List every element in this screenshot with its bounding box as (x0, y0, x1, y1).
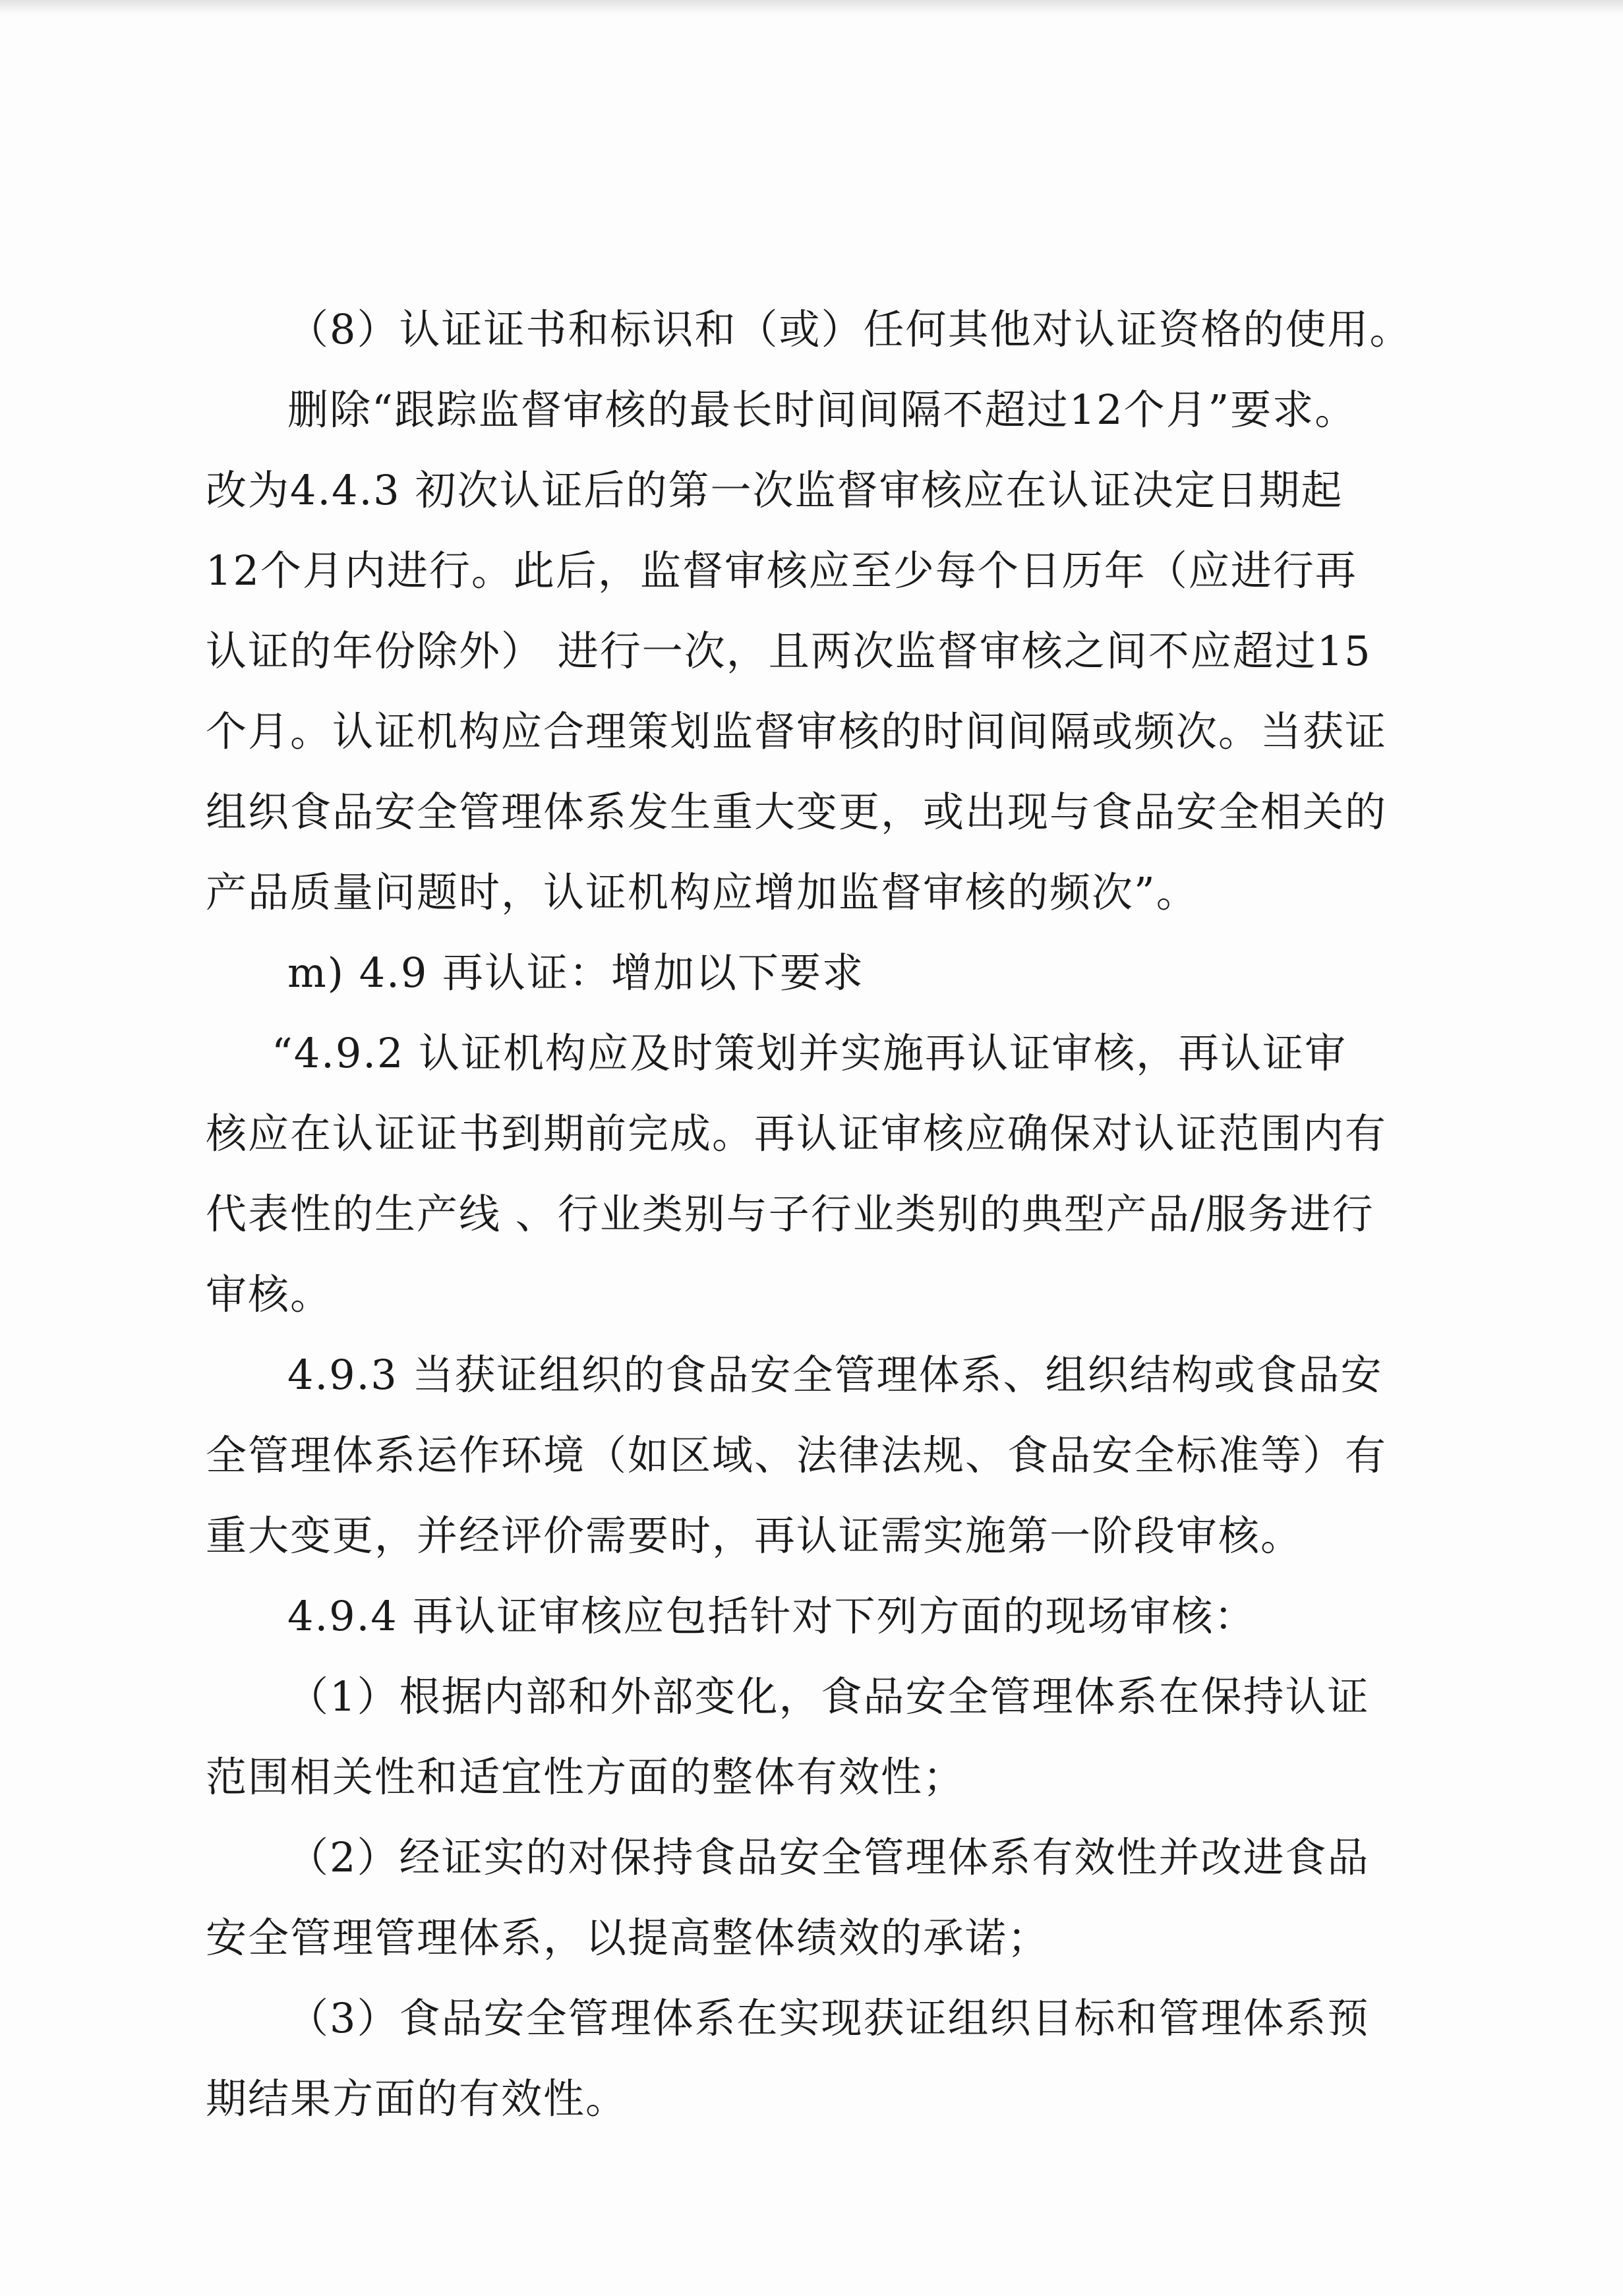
paragraph-line-6: 个月。认证机构应合理策划监督审核的时间间隔或频次。当获证 (206, 707, 1388, 755)
list-item-3-line-1: （3）食品安全管理体系在实现获证组织目标和管理体系预 (287, 1994, 1370, 2042)
paragraph-line-13: 审核。 (206, 1270, 333, 1318)
paragraph-line-16: 重大变更，并经评价需要时，再认证需实施第一阶段审核。 (206, 1512, 1303, 1560)
paragraph-line-15: 全管理体系运作环境（如区域、法律法规、食品安全标准等）有 (206, 1431, 1388, 1479)
section-heading-4-9: m) 4.9 再认证：增加以下要求 (287, 949, 864, 997)
paragraph-line-3: 改为4.4.3 初次认证后的第一次监督审核应在认证决定日期起 (206, 466, 1343, 514)
paragraph-line-17: 4.9.4 再认证审核应包括针对下列方面的现场审核： (287, 1592, 1256, 1640)
paragraph-line-5: 认证的年份除外） 进行一次，且两次监督审核之间不应超过15 (206, 627, 1372, 675)
list-item-1-line-2: 范围相关性和适宜性方面的整体有效性； (206, 1753, 966, 1801)
paragraph-line-8: 产品质量问题时，认证机构应增加监督审核的频次”。 (206, 868, 1198, 916)
paragraph-line-7: 组织食品安全管理体系发生重大变更，或出现与食品安全相关的 (206, 788, 1388, 836)
paragraph-line-11: 核应在认证证书到期前完成。再认证审核应确保对认证范围内有 (206, 1109, 1388, 1158)
paragraph-line-14: 4.9.3 当获证组织的食品安全管理体系、组织结构或食品安 (287, 1351, 1383, 1399)
list-item-2-line-2: 安全管理管理体系，以提高整体绩效的承诺； (206, 1914, 1050, 1962)
paragraph-line-4: 12个月内进行。此后，监督审核应至少每个日历年（应进行再 (206, 546, 1357, 595)
list-item-1-line-1: （1）根据内部和外部变化，食品安全管理体系在保持认证 (287, 1672, 1370, 1721)
list-item-2-line-1: （2）经证实的对保持食品安全管理体系有效性并改进食品 (287, 1833, 1370, 1881)
paragraph-line-12: 代表性的生产线 、行业类别与子行业类别的典型产品/服务进行 (206, 1190, 1374, 1238)
paragraph-line-10: “4.9.2 认证机构应及时策划并实施再认证审核，再认证审 (272, 1029, 1347, 1077)
scan-edge-shadow (0, 0, 1623, 15)
paragraph-line-2: 删除“跟踪监督审核的最长时间间隔不超过12个月”要求。 (287, 386, 1357, 434)
paragraph-line-1: （8）认证证书和标识和（或）任何其他对认证资格的使用。 (287, 305, 1412, 353)
list-item-3-line-2: 期结果方面的有效性。 (206, 2075, 628, 2123)
